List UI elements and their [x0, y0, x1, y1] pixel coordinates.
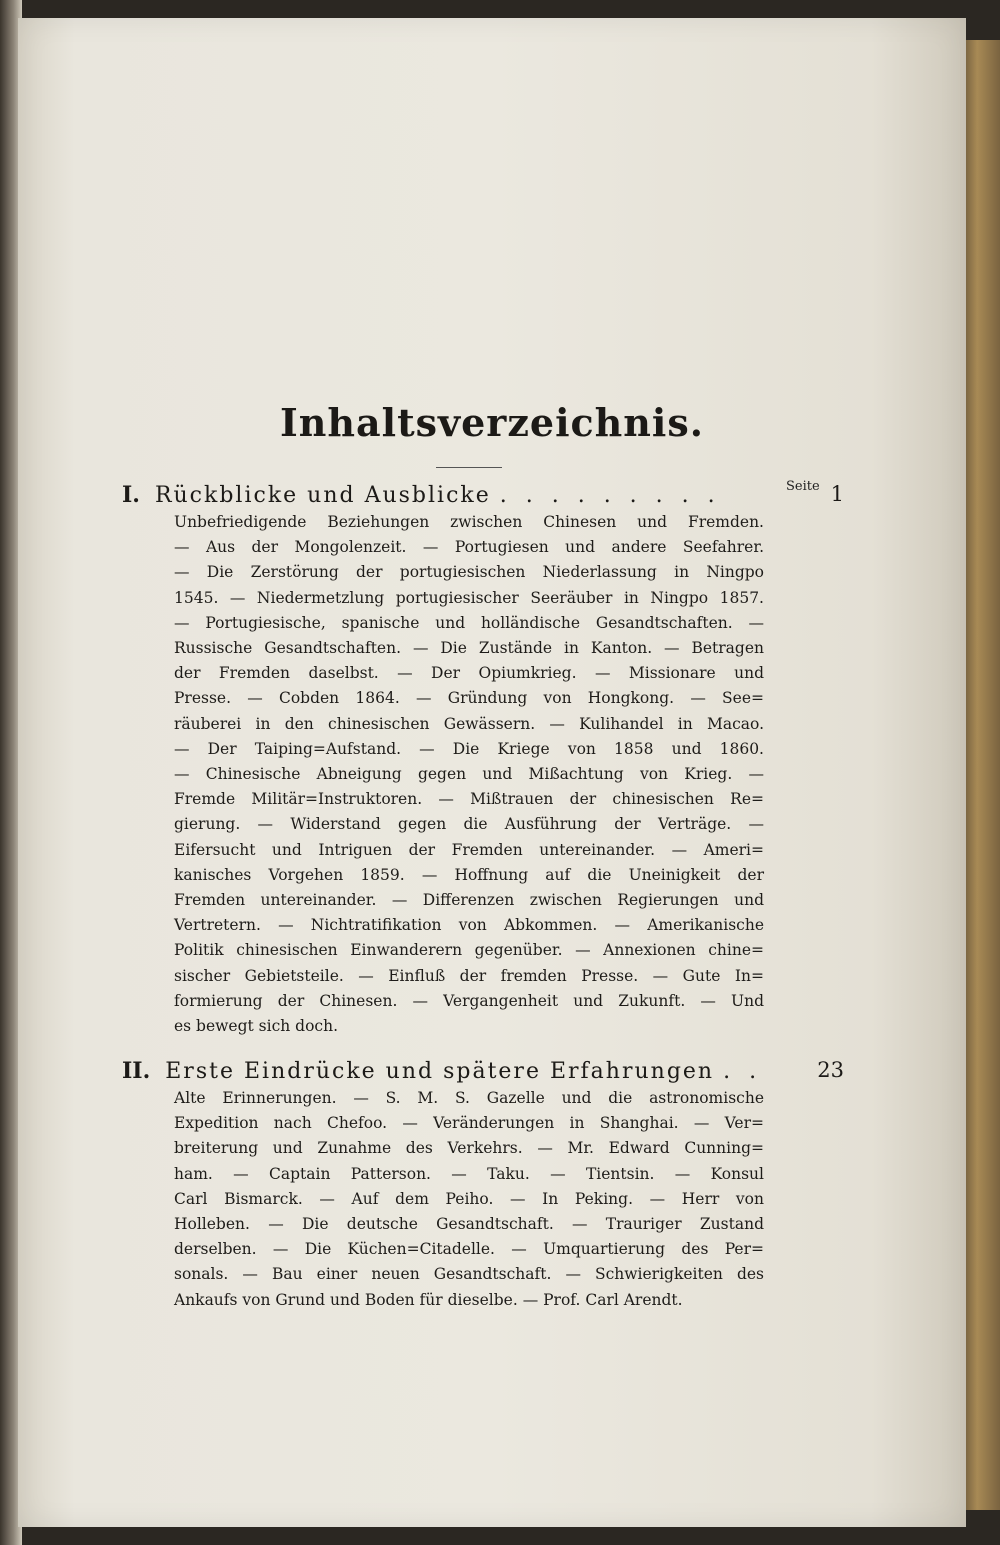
summary-line: gierung. — Widerstand gegen die Ausführung der Verträge. —	[174, 815, 764, 834]
summary-line: Fremden untereinander. — Differenzen zwischen Regierungen und	[174, 891, 764, 910]
summary-line: Alte Erinnerungen. — S. M. S. Gazelle und die astronomische	[174, 1089, 764, 1107]
chapter-summary-2	[174, 1086, 764, 1313]
title-divider	[436, 467, 502, 468]
summary-line: Carl Bismarck. — Auf dem Peiho. — In Peking. — Herr von	[174, 1189, 764, 1208]
summary-line: Ankaufs von Grund und Boden für dieselbe. — Prof. Carl Arendt.	[174, 1290, 683, 1309]
summary-line: Unbefriedigende Beziehungen zwischen Chinesen und Fremden.	[174, 513, 764, 531]
book-page	[18, 18, 966, 1527]
summary-line: — Chinesische Abneigung gegen und Mißachtung von Krieg. —	[174, 765, 764, 784]
chapter-page-number: 1	[830, 482, 844, 506]
summary-line: breiterung und Zunahme des Verkehrs. — Mr. Edward Cunning=	[174, 1139, 764, 1158]
chapter-title: Rückblicke und Ausblicke	[154, 483, 491, 508]
summary-line: Presse. — Cobden 1864. — Gründung von Hongkong. — See=	[174, 689, 764, 708]
chapter-summary-1	[174, 510, 764, 1039]
summary-line: — Portugiesische, spanische und holländische Gesandtschaften. —	[174, 613, 764, 632]
chapter-numeral: II.	[122, 1058, 151, 1084]
book-cover-edge	[962, 40, 1000, 1510]
summary-line: sonals. — Bau einer neuen Gesandtschaft. — Schwierigkeiten des	[174, 1265, 764, 1284]
page-column-label: Seite	[786, 479, 820, 494]
summary-line: es bewegt sich doch.	[174, 1017, 339, 1036]
summary-line: derselben. — Die Küchen=Citadelle. — Umquartierung des Per=	[174, 1240, 764, 1259]
summary-line: räuberei in den chinesischen Gewässern. — Kulihandel in Macao.	[174, 714, 764, 733]
summary-line: formierung der Chinesen. — Vergangenheit und Zukunft. — Und	[174, 991, 764, 1010]
summary-line: — Die Zerstörung der portugiesischen Niederlassung in Ningpo	[174, 563, 764, 582]
summary-line: 1545. — Niedermetzlung portugiesischer Seeräuber in Ningpo 1857.	[174, 588, 764, 607]
summary-line: Politik chinesischen Einwanderern gegenüber. — Annexionen chine=	[174, 941, 764, 960]
summary-line: Holleben. — Die deutsche Gesandtschaft. — Trauriger Zustand	[174, 1215, 764, 1234]
chapter-entry-1	[122, 482, 862, 508]
summary-line: kanisches Vorgehen 1859. — Hoffnung auf die Uneinigkeit der	[174, 865, 764, 884]
summary-line: der Fremden daselbst. — Der Opiumkrieg. — Missionare und	[174, 664, 764, 683]
chapter-numeral: I.	[122, 482, 140, 508]
summary-line: Fremde Militär=Instruktoren. — Mißtrauen der chinesischen Re=	[174, 790, 764, 809]
chapter-entry-2	[122, 1058, 862, 1084]
chapter-leader: . . . . . . . . .	[499, 483, 721, 508]
summary-line: Vertretern. — Nichtratifikation von Abkommen. — Amerikanische	[174, 916, 764, 935]
summary-line: Eifersucht und Intriguen der Fremden untereinander. — Ameri=	[174, 840, 764, 859]
chapter-page-number: 23	[817, 1058, 844, 1082]
page-title: Inhaltsverzeichnis.	[280, 400, 704, 445]
chapter-title: Erste Eindrücke und spätere Erfahrungen	[165, 1059, 715, 1084]
summary-line: Expedition nach Chefoo. — Veränderungen in Shanghai. — Ver=	[174, 1114, 764, 1133]
chapter-leader: . .	[723, 1059, 763, 1084]
summary-line: — Der Taiping=Aufstand. — Die Kriege von 1858 und 1860.	[174, 739, 764, 758]
summary-line: — Aus der Mongolenzeit. — Portugiesen und andere Seefahrer.	[174, 538, 764, 557]
summary-line: Russische Gesandtschaften. — Die Zustände in Kanton. — Betragen	[174, 639, 764, 658]
summary-line: sischer Gebietsteile. — Einfluß der fremden Presse. — Gute In=	[174, 966, 764, 985]
summary-line: ham. — Captain Patterson. — Taku. — Tientsin. — Konsul	[174, 1164, 764, 1183]
